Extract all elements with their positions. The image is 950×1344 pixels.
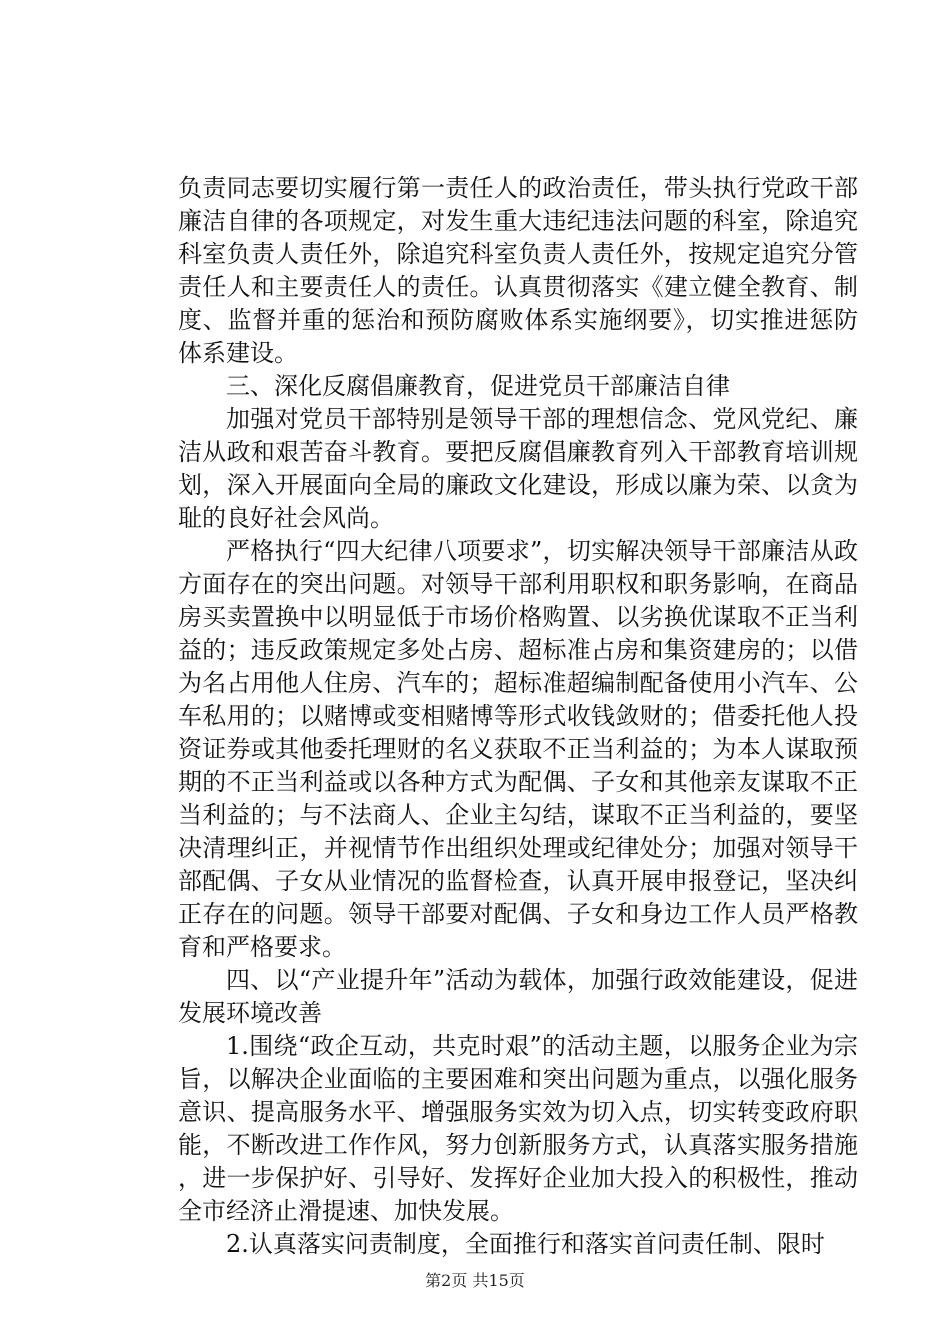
section-heading-3: 三、深化反腐倡廉教育，促进党员干部廉洁自律: [226, 372, 730, 400]
paragraph-education: 加强对党员干部特别是领导干部的理想信念、党风党纪、廉洁从政和艰苦奋斗教育。要把反腐倡廉教育列入干部教育培训规划，深入开展面向全局的廉政文化建设，形成以廉为荣、以贪为耻的良好社会风尚。: [178, 405, 858, 532]
section-heading-4: 四、以“产业提升年”活动为载体，加强行政效能建设，促进发展环境改善: [178, 966, 858, 1027]
page-number: 第2页 共15页: [425, 1271, 525, 1290]
paragraph-item-1: 1.围绕“政企互动，共克时艰”的活动主题，以服务企业为宗旨，以解决企业面临的主要困难和突出问题为重点，以强化服务意识、提高服务水平、增强服务实效为切入点，切实转变政府职能，不断改进工作作风，努力创新服务方式，认真落实服务措施，进一步保护好、引导好、发挥好企业加大投入的积极性，推动全市经济止滑提速、加快发展。: [178, 1032, 858, 1225]
paragraph-continuation: 负责同志要切实履行第一责任人的政治责任，带头执行党政干部廉洁自律的各项规定，对发生重大违纪违法问题的科室，除追究科室负责人责任外，除追究科室负责人责任外，按规定追究分管责任人和主要责任人的责任。认真贯彻落实《建立健全教育、制度、监督并重的惩治和预防腐败体系实施纲要》，切实推进惩防体系建设。: [178, 174, 858, 367]
body-text: [178, 172, 858, 1261]
paragraph-item-2: 2.认真落实问责制度，全面推行和落实首问责任制、限时: [226, 1230, 825, 1258]
paragraph-discipline: 严格执行“四大纪律八项要求”，切实解决领导干部廉洁从政方面存在的突出问题。对领导干部利用职权和职务影响，在商品房买卖置换中以明显低于市场价格购置、以劣换优谋取不正当利益的；违反政策规定多处占房、超标准占房和集资建房的；以借为名占用他人住房、汽车的；超标准超编制配备使用小汽车、公车私用的；以赌博或变相赌博等形式收钱敛财的；借委托他人投资证券或其他委托理财的名义获取不正当利益的；为本人谋取预期的不正当利益或以各种方式为配偶、子女和其他亲友谋取不正当利益的；与不法商人、企业主勾结，谋取不正当利益的，要坚决清理纠正，并视情节作出组织处理或纪律处分；加强对领导干部配偶、子女从业情况的监督检查，认真开展申报登记，坚决纠正存在的问题。领导干部要对配偶、子女和身边工作人员严格教育和严格要求。: [178, 537, 858, 961]
page-footer: [0, 1271, 950, 1291]
